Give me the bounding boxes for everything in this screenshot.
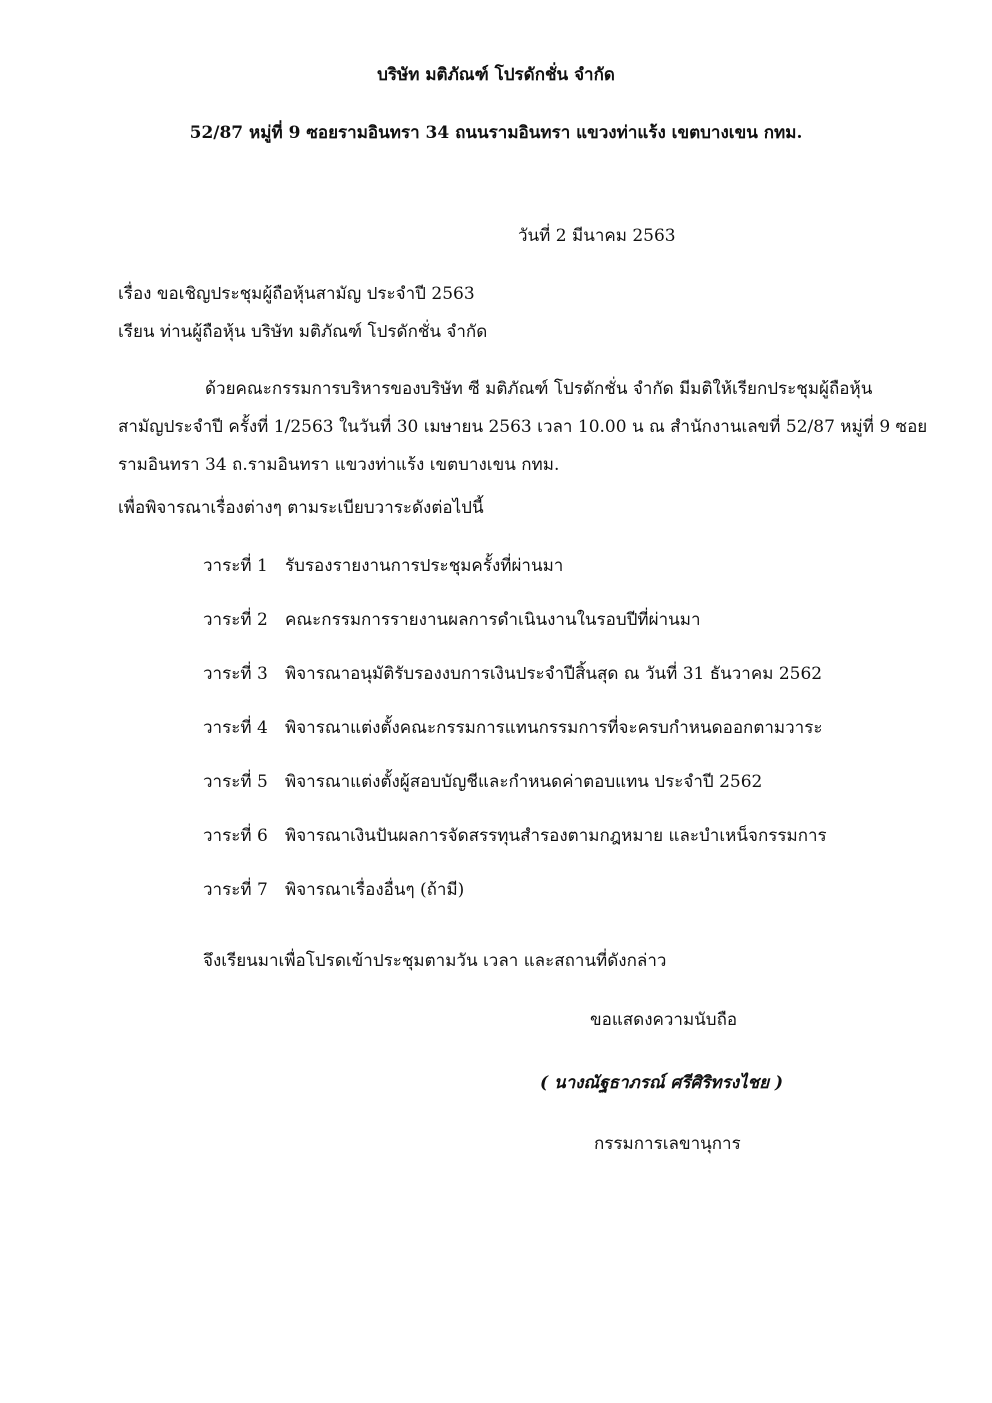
agenda-text: พิจารณาแต่งตั้งคณะกรรมการแทนกรรมการที่จะครบกำหนดออกตามวาระ [285, 718, 823, 738]
agenda-number: วาระที่ 4 [203, 718, 268, 738]
agenda-item [203, 608, 701, 632]
agenda-item [203, 554, 563, 578]
agenda-text: พิจารณาแต่งตั้งผู้สอบบัญชีและกำหนดค่าตอบแทน ประจำปี 2562 [285, 772, 763, 792]
body-paragraph-line-2: สามัญประจำปี ครั้งที่ 1/2563 ในวันที่ 30 เมษายน 2563 เวลา 10.00 น ณ สำนักงานเลขที่ 52/87 หมู่ที่ 9 ซอย [118, 417, 928, 437]
agenda-number: วาระที่ 7 [203, 880, 268, 900]
agenda-item [203, 824, 827, 848]
agenda-number: วาระที่ 1 [203, 556, 268, 576]
agenda-text: คณะกรรมการรายงานผลการดำเนินงานในรอบปีที่ผ่านมา [285, 610, 701, 630]
regards: ขอแสดงความนับถือ [590, 1010, 738, 1030]
agenda-item [203, 770, 762, 794]
agenda-number: วาระที่ 6 [203, 826, 268, 846]
agenda-text: พิจารณาอนุมัติรับรองงบการเงินประจำปีสิ้นสุด ณ วันที่ 31 ธันวาคม 2562 [285, 664, 823, 684]
closing-statement: จึงเรียนมาเพื่อโปรดเข้าประชุมตามวัน เวลา และสถานที่ดังกล่าว [203, 951, 667, 971]
agenda-number: วาระที่ 2 [203, 610, 268, 630]
company-name: บริษัท มติภัณฑ์ โปรดักชั่น จำกัด [377, 65, 615, 85]
agenda-text: พิจารณาเรื่องอื่นๆ (ถ้ามี) [285, 880, 465, 900]
letter-recipient: เรียน ท่านผู้ถือหุ้น บริษัท มติภัณฑ์ โปรดักชั่น จำกัด [118, 322, 488, 342]
letter-date: วันที่ 2 มีนาคม 2563 [518, 226, 676, 246]
signatory-name: ( นางณัฐธาภรณ์ ศรีศิริทรงไชย ) [540, 1073, 784, 1093]
signatory-title: กรรมการเลขานุการ [594, 1134, 741, 1154]
agenda-text: พิจารณาเงินปันผลการจัดสรรทุนสำรองตามกฎหมาย และบำเหน็จกรรมการ [285, 826, 827, 846]
letter-subject: เรื่อง ขอเชิญประชุมผู้ถือหุ้นสามัญ ประจำปี 2563 [118, 284, 475, 304]
company-address: 52/87 หมู่ที่ 9 ซอยรามอินทรา 34 ถนนรามอินทรา แขวงท่าแร้ง เขตบางเขน กทม. [189, 123, 803, 143]
agenda-item [203, 662, 822, 686]
body-paragraph-line-1: ด้วยคณะกรรมการบริหารของบริษัท ซี มติภัณฑ์ โปรดักชั่น จำกัด มีมติให้เรียกประชุมผู้ถือหุ้น [205, 379, 873, 399]
body-paragraph-line-4: เพื่อพิจารณาเรื่องต่างๆ ตามระเบียบวาระดังต่อไปนี้ [118, 498, 484, 518]
body-paragraph-line-3: รามอินทรา 34 ถ.รามอินทรา แขวงท่าแร้ง เขตบางเขน กทม. [118, 455, 560, 475]
agenda-item [203, 878, 464, 902]
agenda-text: รับรองรายงานการประชุมครั้งที่ผ่านมา [285, 556, 564, 576]
agenda-item [203, 716, 822, 740]
agenda-number: วาระที่ 3 [203, 664, 268, 684]
agenda-number: วาระที่ 5 [203, 772, 268, 792]
